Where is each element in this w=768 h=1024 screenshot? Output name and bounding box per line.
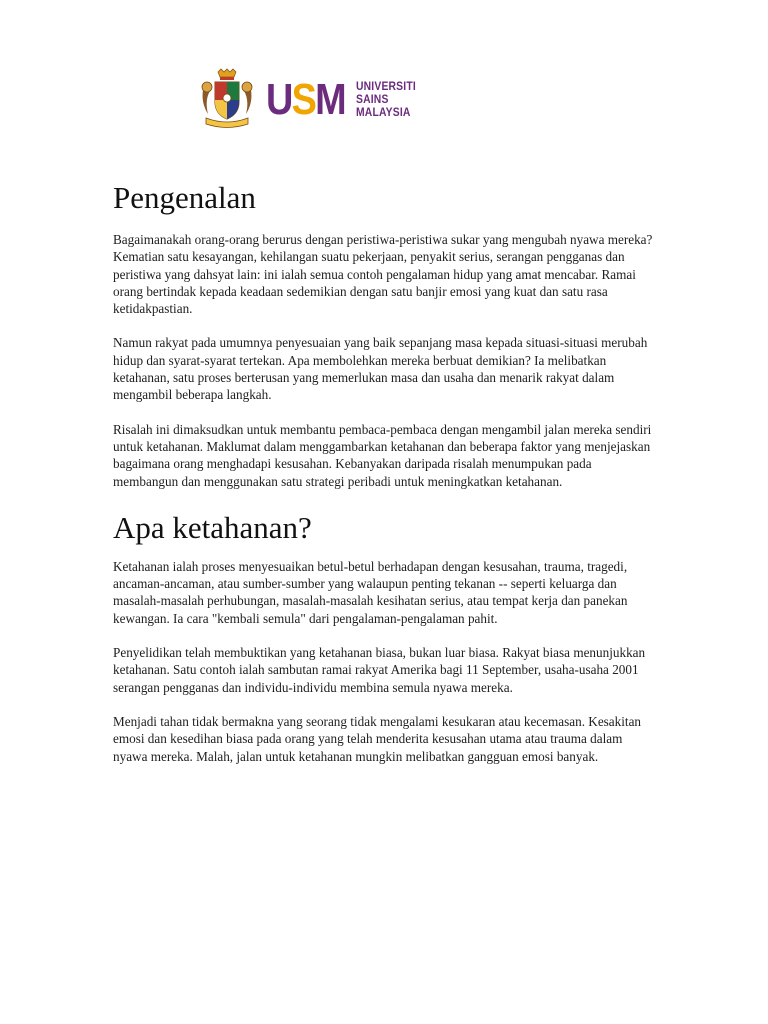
university-name-line: MALAYSIA (355, 106, 411, 119)
university-name (356, 81, 416, 120)
usm-logo (198, 68, 416, 132)
paragraph: Ketahanan ialah proses menyesuaikan betul-betul berhadapan dengan kesusahan, trauma, tragedi, ancaman-ancaman, atau sumber-sumber yang walaupun penting tekanan -- seperti keluarga dan masalah-masalah perhubungan, masalah-masalah kesihatan serius, atau tempat kerja dan panekan kewangan. Ia cara "kembali semula" dari pengalaman-pengalaman pahit. (113, 558, 628, 626)
paragraph: Menjadi tahan tidak bermakna yang seorang tidak mengalami kesukaran atau kecemasan. Kesakitan emosi dan kesedihan biasa pada orang yang telah menderita kesusahan utama atau trauma dalam nyawa mereka. Malah, jalan untuk ketahanan mungkin melibatkan gangguan emosi banyak. (113, 713, 642, 764)
university-name-line: SAINS (355, 93, 389, 106)
paragraph: Risalah ini dimaksudkan untuk membantu pembaca-pembaca dengan mengambil jalan mereka sendiri untuk ketahanan. Maklumat dalam menggambarkan ketahanan dan beberapa faktor yang menjejaskan bagaimana orang menghadapi kesusahan. Kebanyakan daripada risalah menumpukan pada membangun dan menggunakan satu strategi peribadi untuk meningkatkan ketahanan. (113, 421, 652, 489)
document-body (113, 168, 658, 782)
paragraph: Penyelidikan telah membuktikan yang ketahanan biasa, bukan luar biasa. Rakyat biasa menunjukkan ketahanan. Satu contoh ialah sambutan ramai rakyat Amerika bagi 11 September, usaha-usaha 2001 serangan pengganas dan individu-individu membina semula nyawa mereka. (113, 645, 646, 695)
usm-wordmark: USM (266, 75, 345, 124)
paragraph: Namun rakyat pada umumnya penyesuaian yang baik sepanjang masa kepada situasi-situasi merubah hidup dan syarat-syarat tertekan. Apa membolehkan mereka berbuat demikian? Ia melibatkan ketahanan, satu proses berterusan yang memerlukan masa dan usaha dan menarik rakyat dalam mengambil beberapa langkah. (113, 335, 648, 403)
university-name-line: UNIVERSITI (355, 80, 416, 93)
section-heading-apa-ketahanan: Apa ketahanan? (113, 509, 312, 545)
section-heading-pengenalan: Pengenalan (113, 180, 256, 215)
university-crest-icon (198, 68, 256, 132)
paragraph: Bagaimanakah orang-orang berurus dengan peristiwa-peristiwa sukar yang mengubah nyawa mereka? Kematian satu kesayangan, kehilangan suatu pekerjaan, penyakit serius, serangan pengganas dan peristiwa yang dahsyat lain: ini ialah semua contoh pengalaman hidup yang amat mencabar. Ramai orang bertindak kepada keadaan sedemikian dengan satu banjir emosi yang kuat dan satu rasa ketidakpastian. (113, 232, 653, 317)
